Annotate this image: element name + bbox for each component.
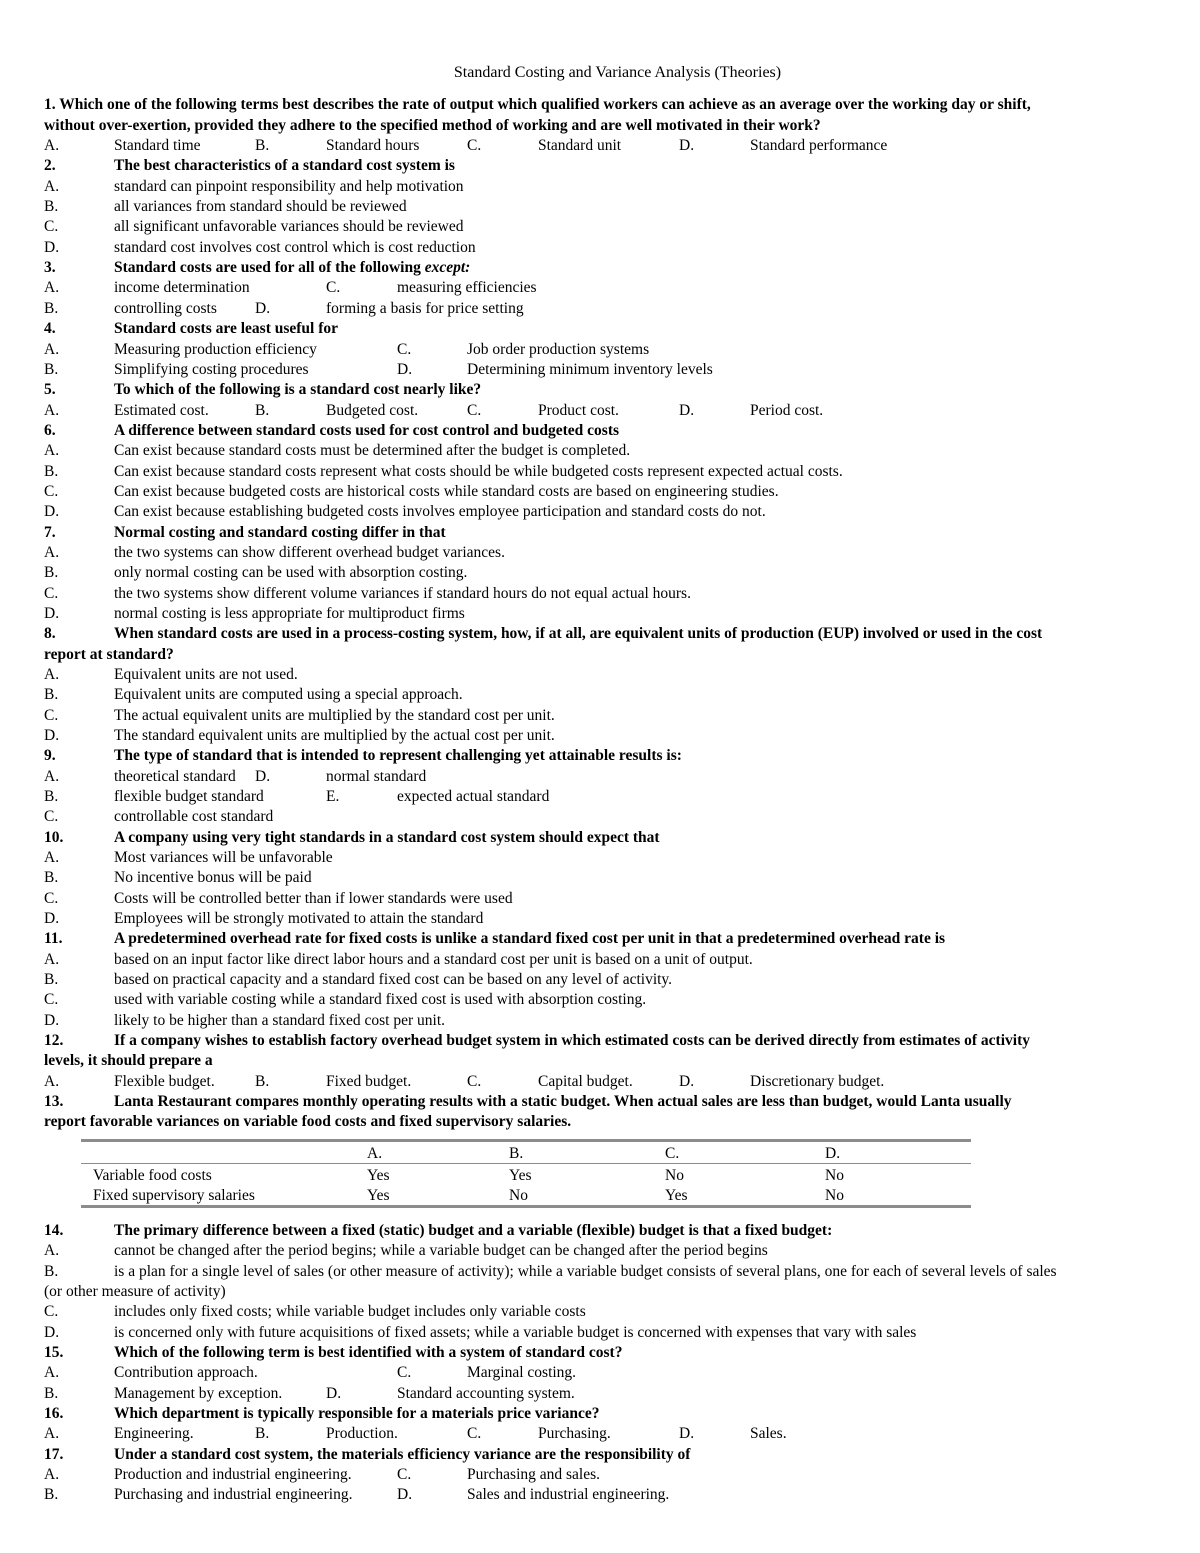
line-text: To which of the following is a standard cost nearly like? [114,381,482,398]
item-label: C. [44,890,59,907]
line-text: (or other measure of activity) [44,1283,226,1300]
line-text: based on an input factor like direct labor hours and a standard cost per unit is based on a unit of output. [114,951,753,968]
item-label: 17. [44,1446,64,1463]
line-text: Product cost. [538,402,619,419]
line-text: C. [467,1425,482,1442]
line-text: D. [679,402,695,419]
line-text: Capital budget. [538,1073,633,1090]
line-text: standard can pinpoint responsibility and help motivation [114,178,464,195]
line-text: Normal costing and standard costing differ in that [114,524,446,541]
line-text: Under a standard cost system, the materials efficiency variance are the responsibility of [114,1446,691,1463]
line-text: Can exist because standard costs represent what costs should be while budgeted costs represent expected actual costs. [114,463,843,480]
line-text: report favorable variances on variable food costs and fixed supervisory salaries. [44,1113,572,1130]
item-label: 12. [44,1032,64,1049]
line-text: Purchasing and sales. [467,1466,601,1483]
item-label: A. [44,1073,60,1090]
line-text: Estimated cost. [114,402,209,419]
line-text: Standard unit [538,137,622,154]
item-label: B. [44,869,59,886]
table-row-cell: Yes [367,1167,390,1184]
line-text: B. [255,1425,270,1442]
item-label: 5. [44,381,56,398]
table-row-cell: No [825,1167,844,1184]
table-header-cell: A. [367,1145,383,1162]
item-label: D. [44,239,60,256]
line-text: B. [255,137,270,154]
line-text: Management by exception. [114,1385,283,1402]
line-text: The primary difference between a fixed (static) budget and a variable (flexible) budget is that a fixed budget: [114,1222,833,1239]
line-text: Discretionary budget. [750,1073,885,1090]
item-label: B. [44,1263,59,1280]
item-label: A. [44,1242,60,1259]
item-label: A. [44,951,60,968]
table-header-cell: D. [825,1145,841,1162]
line-text: controllable cost standard [114,808,274,825]
item-label: D. [44,1324,60,1341]
item-label: A. [44,442,60,459]
line-text: A predetermined overhead rate for fixed costs is unlike a standard fixed cost per unit in that a predetermined overhead rate is [114,930,946,947]
item-label: 7. [44,524,56,541]
line-text: normal costing is less appropriate for multiproduct firms [114,605,465,622]
item-label: C. [44,1303,59,1320]
line-text: Which department is typically responsible for a materials price variance? [114,1405,600,1422]
item-label: 10. [44,829,64,846]
line-text: Equivalent units are not used. [114,666,298,683]
table-rule [81,1139,971,1142]
line-text: D. [679,137,695,154]
item-label: B. [44,361,59,378]
line-text: B. [255,402,270,419]
line-text: C. [467,137,482,154]
item-label: A. [44,1466,60,1483]
line-text: report at standard? [44,646,174,663]
line-text: Contribution approach. [114,1364,258,1381]
item-label: C. [44,218,59,235]
line-text: is concerned only with future acquisitions of fixed assets; while a variable budget is concerned with expenses that vary with sales [114,1324,917,1341]
line-text: all significant unfavorable variances should be reviewed [114,218,464,235]
item-label: C. [44,483,59,500]
line-text: theoretical standard [114,768,236,785]
line-text: Measuring production efficiency [114,341,317,358]
line-text: D. [255,300,271,317]
line-text: includes only fixed costs; while variable budget includes only variable costs [114,1303,586,1320]
line-text: C. [397,341,412,358]
line-text: levels, it should prepare a [44,1052,213,1069]
line-text: Budgeted cost. [326,402,419,419]
line-text: Marginal costing. [467,1364,577,1381]
line-text: all variances from standard should be reviewed [114,198,407,215]
line-text: expected actual standard [397,788,550,805]
line-text: E. [326,788,340,805]
item-label: C. [44,808,59,825]
line-text: No incentive bonus will be paid [114,869,312,886]
item-label: A. [44,849,60,866]
line-text: Production. [326,1425,398,1442]
line-text: controlling costs [114,300,217,317]
item-label: A. [44,402,60,419]
line-text: The type of standard that is intended to represent challenging yet attainable results is: [114,747,682,764]
line-text: based on practical capacity and a standard fixed cost can be based on any level of activity. [114,971,673,988]
line-text: D. [255,768,271,785]
item-label: A. [44,544,60,561]
line-text: D. [397,361,413,378]
item-label: 4. [44,320,56,337]
item-label: D. [44,503,60,520]
line-text: Costs will be controlled better than if lower standards were used [114,890,513,907]
item-label: 14. [44,1222,64,1239]
line-text: Can exist because budgeted costs are historical costs while standard costs are based on engineering studies. [114,483,779,500]
line-text: without over-exertion, provided they adhere to the specified method of working and are well motivated in their work? [44,117,821,134]
line-text: C. [467,1073,482,1090]
line-text: C. [397,1364,412,1381]
item-label: A. [44,341,60,358]
line-text: Standard time [114,137,201,154]
item-label: A. [44,1364,60,1381]
item-label: C. [44,585,59,602]
table-row-label: Variable food costs [93,1167,212,1184]
table-row-cell: No [509,1187,528,1204]
table-header-cell: B. [509,1145,524,1162]
item-label: B. [44,564,59,581]
item-label: 9. [44,747,56,764]
item-label: A. [44,1425,60,1442]
line-text: Flexible budget. [114,1073,215,1090]
item-label: A. [44,137,60,154]
table-row-label: Fixed supervisory salaries [93,1187,255,1204]
line-text: A difference between standard costs used for cost control and budgeted costs [114,422,620,439]
line-text: flexible budget standard [114,788,264,805]
item-label: A. [44,768,60,785]
line-text: only normal costing can be used with absorption costing. [114,564,468,581]
item-label: 16. [44,1405,64,1422]
line-text: Determining minimum inventory levels [467,361,713,378]
line-text: D. [397,1486,413,1503]
line-text: Job order production systems [467,341,650,358]
item-label: 15. [44,1344,64,1361]
line-text: Equivalent units are computed using a special approach. [114,686,463,703]
item-label: B. [44,1486,59,1503]
line-text: the two systems show different volume variances if standard hours do not equal actual hours. [114,585,691,602]
line-text: A company using very tight standards in a standard cost system should expect that [114,829,660,846]
item-label: 2. [44,157,56,174]
line-text: C. [467,402,482,419]
page-title: Standard Costing and Variance Analysis (Theories) [453,64,782,81]
line-text: If a company wishes to establish factory overhead budget system in which estimated costs can be derived directly from estimates of activity [114,1032,1030,1049]
line-text: standard cost involves cost control which is cost reduction [114,239,476,256]
line-text: used with variable costing while a standard fixed cost is used with absorption costing. [114,991,647,1008]
line-text: Fixed budget. [326,1073,412,1090]
line-text: Standard accounting system. [397,1385,575,1402]
line-text: Sales. [750,1425,787,1442]
line-text: Sales and industrial engineering. [467,1486,670,1503]
line-text: Purchasing and industrial engineering. [114,1486,353,1503]
line-text: 1. Which one of the following terms best describes the rate of output which qualified workers can achieve as an average over the working day or shift, [44,96,1031,113]
line-text: The standard equivalent units are multiplied by the actual cost per unit. [114,727,555,744]
table-row-cell: Yes [509,1167,532,1184]
table-row-cell: No [665,1167,684,1184]
item-label: 3. [44,259,56,276]
line-text: D. [679,1425,695,1442]
line-text: cannot be changed after the period begins; while a variable budget can be changed after the period begins [114,1242,768,1259]
table-row-cell: Yes [367,1187,390,1204]
item-label: A. [44,178,60,195]
item-label: B. [44,788,59,805]
item-label: 11. [44,930,63,947]
line-text: Can exist because establishing budgeted costs involves employee participation and standard costs do not. [114,503,766,520]
item-label: 6. [44,422,56,439]
line-text: Which of the following term is best identified with a system of standard cost? [114,1344,623,1361]
line-text: B. [255,1073,270,1090]
table-rule [81,1163,971,1164]
item-label: A. [44,279,60,296]
item-label: 13. [44,1093,64,1110]
item-label: D. [44,605,60,622]
line-text: Standard hours [326,137,420,154]
table-row-cell: No [825,1187,844,1204]
line-text: is a plan for a single level of sales (or other measure of activity); while a variable budget consists of several plans, one for each of several levels of sales [114,1263,1057,1280]
emphasis-text: except: [424,259,471,276]
item-label: B. [44,1385,59,1402]
line-text: Standard costs are used for all of the following except: [114,259,471,276]
item-label: B. [44,300,59,317]
line-text: Employees will be strongly motivated to attain the standard [114,910,484,927]
table-rule [81,1205,971,1208]
item-label: B. [44,686,59,703]
line-text: C. [326,279,341,296]
item-label: C. [44,991,59,1008]
line-text: When standard costs are used in a process-costing system, how, if at all, are equivalent units of production (EUP) involved or used in the cost [114,625,1043,642]
line-text: measuring efficiencies [397,279,537,296]
item-label: C. [44,707,59,724]
item-label: D. [44,910,60,927]
line-text: Period cost. [750,402,824,419]
table-row-cell: Yes [665,1187,688,1204]
line-text: The actual equivalent units are multiplied by the standard cost per unit. [114,707,555,724]
line-text: forming a basis for price setting [326,300,524,317]
line-text: Production and industrial engineering. [114,1466,352,1483]
line-text: C. [397,1466,412,1483]
item-label: B. [44,971,59,988]
line-text: income determination [114,279,250,296]
item-label: D. [44,1012,60,1029]
item-label: 8. [44,625,56,642]
line-text: D. [326,1385,342,1402]
line-text: normal standard [326,768,427,785]
line-text: Standard costs are least useful for [114,320,339,337]
line-text: Standard performance [750,137,888,154]
line-text: Simplifying costing procedures [114,361,309,378]
line-text: Engineering. [114,1425,194,1442]
line-text: Most variances will be unfavorable [114,849,333,866]
line-text: the two systems can show different overhead budget variances. [114,544,505,561]
line-text: Lanta Restaurant compares monthly operating results with a static budget. When actual sales are less than budget, would Lanta usually [114,1093,1012,1110]
line-text: D. [679,1073,695,1090]
table-header-cell: C. [665,1145,680,1162]
item-label: D. [44,727,60,744]
item-label: A. [44,666,60,683]
line-text: Can exist because standard costs must be determined after the budget is completed. [114,442,631,459]
line-text: The best characteristics of a standard cost system is [114,157,455,174]
item-label: B. [44,198,59,215]
item-label: B. [44,463,59,480]
line-text: likely to be higher than a standard fixed cost per unit. [114,1012,446,1029]
line-text: Purchasing. [538,1425,611,1442]
